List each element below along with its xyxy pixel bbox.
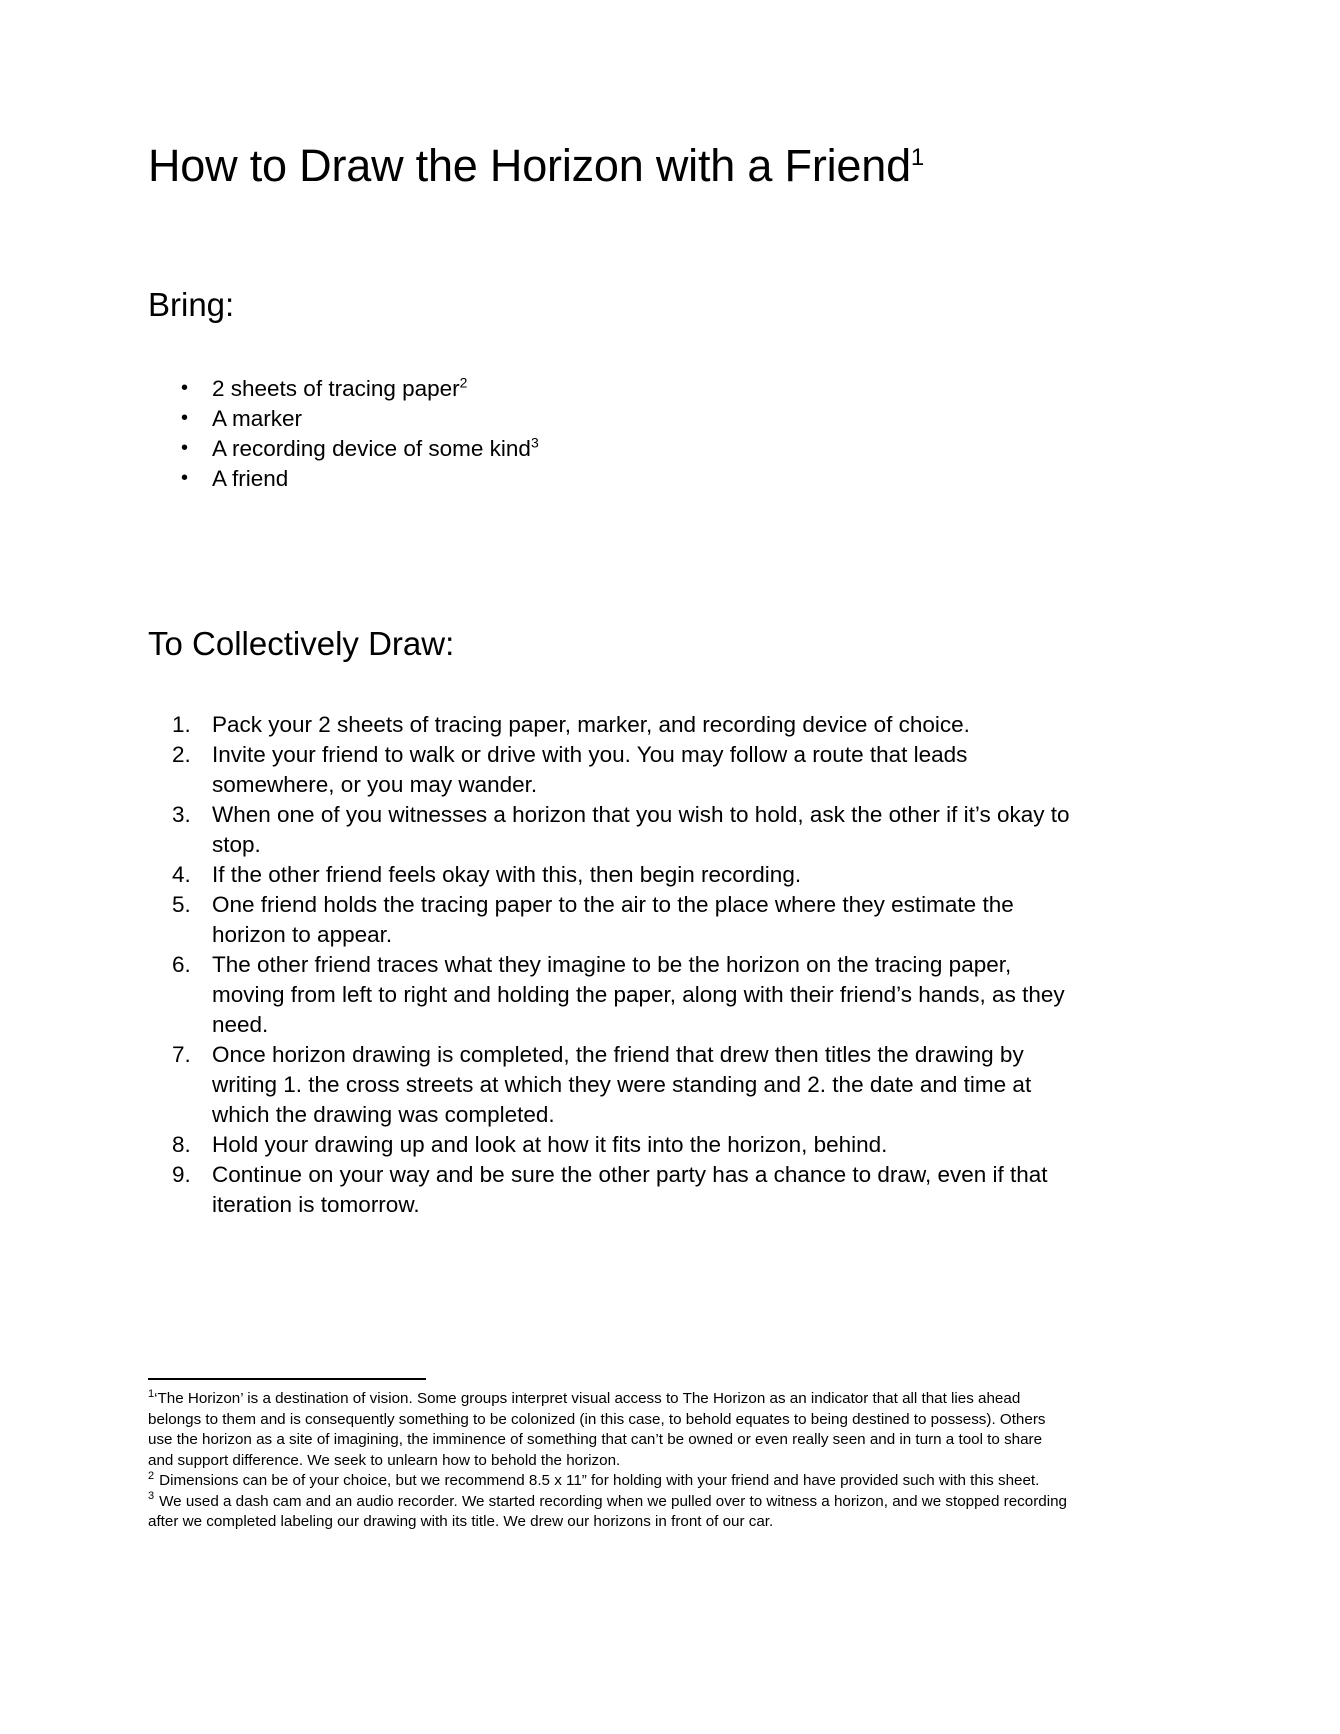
list-item-label: 2 sheets of tracing paper (212, 376, 460, 402)
footnote-marker: 2 (148, 1469, 155, 1482)
list-item: If the other friend feels okay with this, then begin recording. (212, 861, 802, 887)
title-footnote-ref[interactable]: 1 (910, 144, 925, 171)
footnote-marker: 3 (148, 1490, 155, 1503)
footnote-text: We used a dash cam and an audio recorder. We started recording when we pulled over to witness a horizon, and we stopped recording after we completed labeling our drawing with its title. We drew our horizons in front of our car. (148, 1492, 1067, 1530)
footnote-1 (148, 1389, 1068, 1471)
list-item-label: A friend (212, 466, 289, 492)
footnote-ref[interactable]: 3 (530, 434, 539, 451)
list-item: Once horizon drawing is completed, the friend that drew then titles the drawing by writing 1. the cross streets at which they were standing and 2. the date and time at which the drawing was completed. (212, 1041, 1032, 1127)
footnotes-section (148, 1378, 1068, 1533)
footnote-text: Dimensions can be of your choice, but we recommend 8.5 x 11” for holding with your friend and have provided such with this sheet. (159, 1472, 1040, 1489)
list-item (148, 434, 1078, 464)
footnote-3 (148, 1492, 1068, 1533)
list-item (148, 404, 1078, 434)
list-item-label: A recording device of some kind (212, 436, 531, 462)
list-item: Invite your friend to walk or drive with you. You may follow a route that leads somewhere, or you may wander. (212, 741, 968, 797)
document-body (148, 0, 1078, 1220)
list-item: The other friend traces what they imagine to be the horizon on the tracing paper, moving from left to right and holding the paper, along with their friend’s hands, as they need. (212, 951, 1065, 1037)
section-heading-collectively-draw: To Collectively Draw: (148, 625, 455, 663)
footnote-2 (148, 1471, 1068, 1492)
list-item (148, 464, 1078, 494)
page-title (148, 0, 1078, 192)
footnote-separator-rule (148, 1378, 426, 1380)
bring-materials-list (148, 324, 1078, 494)
footnote-text: ‘The Horizon’ is a destination of vision. Some groups interpret visual access to The Horizon as an indicator that all that lies ahead belongs to them and is consequently something to be colonized (in this case, to behold equates to being destined to possess). Others use the horizon as a site of imagining, the imminence of something that can’t be owned or even really seen and in turn a tool to share and support difference. We seek to unlearn how to behold the horizon. (148, 1390, 1046, 1469)
list-item: When one of you witnesses a horizon that you wish to hold, ask the other if it’s okay to stop. (212, 801, 1070, 857)
page-title-text: How to Draw the Horizon with a Friend (148, 140, 911, 191)
section-heading-bring: Bring: (148, 285, 235, 323)
list-item-label: A marker (212, 406, 303, 432)
list-item: One friend holds the tracing paper to the air to the place where they estimate the horizon to appear. (212, 891, 1014, 947)
list-item: Hold your drawing up and look at how it fits into the horizon, behind. (212, 1131, 888, 1157)
list-item (148, 374, 1078, 404)
footnote-ref[interactable]: 2 (459, 374, 468, 391)
list-item: Pack your 2 sheets of tracing paper, marker, and recording device of choice. (212, 711, 970, 737)
list-item: Continue on your way and be sure the other party has a chance to draw, even if that iteration is tomorrow. (212, 1161, 1048, 1217)
footnote-marker: 1 (148, 1387, 155, 1400)
collectively-draw-steps (148, 664, 1078, 1220)
